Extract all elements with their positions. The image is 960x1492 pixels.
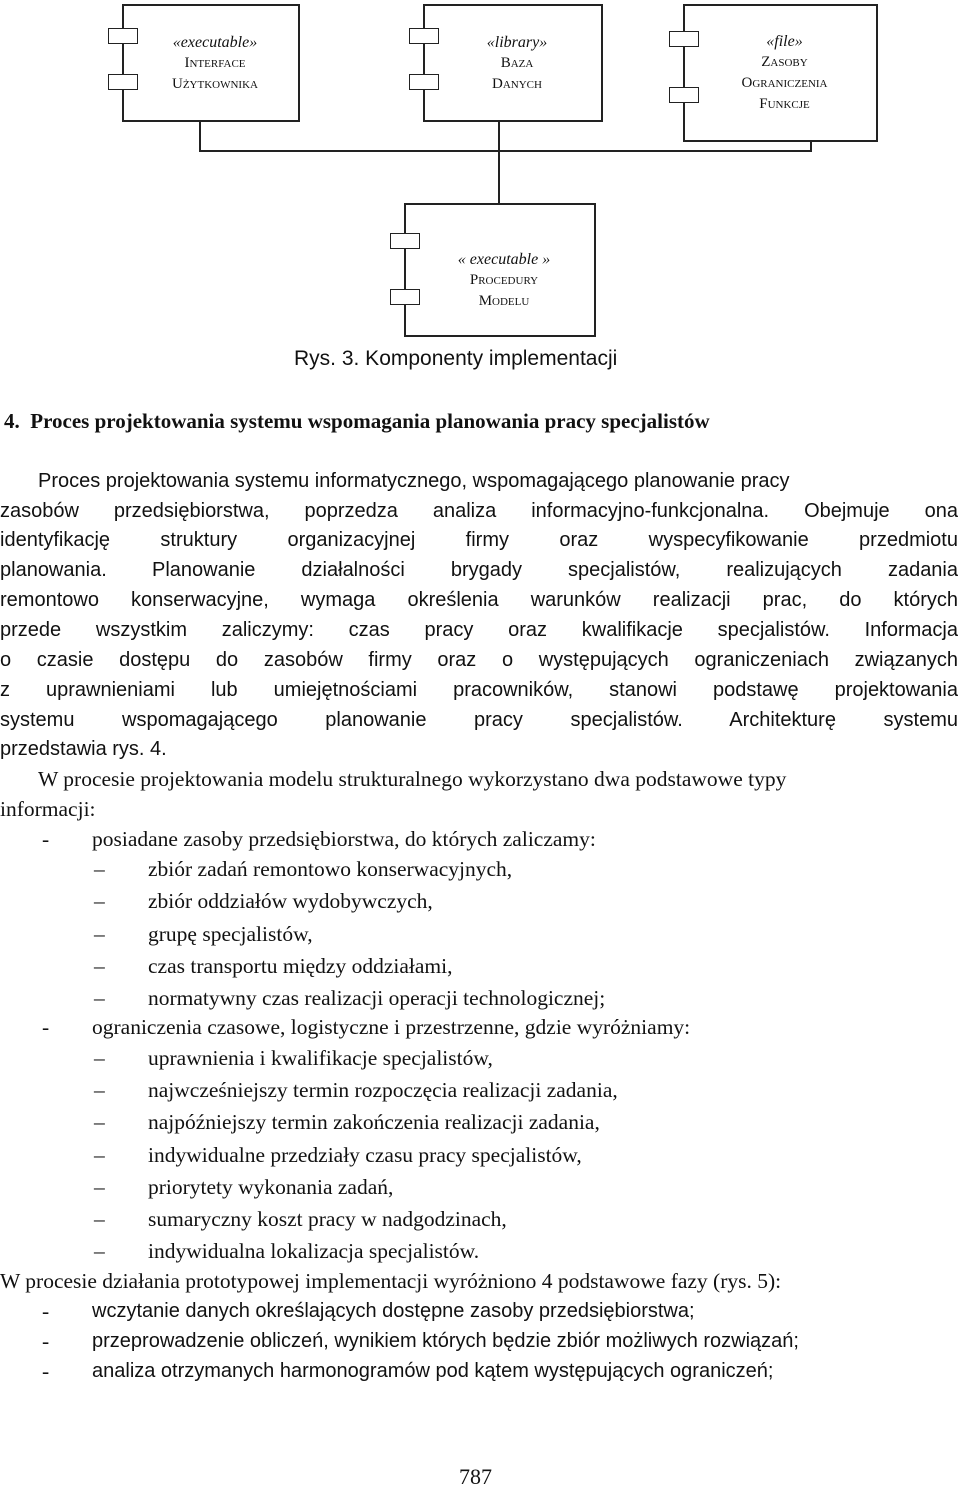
component-stereotype: «library» (486, 33, 548, 51)
list-subitem: normatywny czas realizacji operacji technologicznej; (148, 986, 606, 1010)
component-port-icon (409, 28, 439, 44)
list-dash: - (42, 1329, 50, 1353)
figure-caption: Rys. 3. Komponenty implementacji (294, 347, 618, 370)
paragraph-line: W procesie projektowania modelu strukturalnego wykorzystano dwa podstawowe typy (38, 767, 787, 791)
component-port-icon (390, 289, 420, 305)
list-dash: - (42, 1015, 50, 1039)
list-item: przeprowadzenie obliczeń, wynikiem których będzie zbiór możliwych rozwiązań; (92, 1330, 799, 1352)
component-name: Procedury (469, 271, 539, 288)
list-subitem: uprawnienia i kwalifikacje specjalistów, (148, 1046, 493, 1070)
component-name: Zasoby (761, 54, 808, 70)
component-name: Modelu (478, 292, 530, 309)
component-name: Ograniczenia (741, 75, 828, 91)
paragraph-line: przedstawia rys. 4. (0, 738, 167, 760)
component-resources (683, 4, 878, 142)
paragraph-line: identyfikację struktury organizacyjnej firmy oraz wyspecyfikowanie przedmiotu (0, 529, 958, 551)
list-dash: – (94, 1175, 105, 1199)
list-subitem: czas transportu między oddziałami, (148, 954, 453, 978)
connector-line (199, 121, 201, 151)
list-item: wczytanie danych określających dostępne zasoby przedsiębiorstwa; (92, 1300, 695, 1322)
list-item: posiadane zasoby przedsiębiorstwa, do których zaliczamy: (92, 827, 596, 851)
component-stereotype: «file» (766, 33, 803, 50)
list-dash: – (94, 857, 105, 881)
component-name: Interface (184, 54, 246, 71)
component-database (423, 4, 603, 122)
list-subitem: grupę specjalistów, (148, 922, 313, 946)
paragraph-line: przede wszystkim zaliczymy: czas pracy oraz kwalifikacje specjalistów. Informacja (0, 619, 958, 641)
list-dash: – (94, 986, 105, 1010)
component-name: Użytkownika (172, 75, 258, 92)
component-port-icon (108, 74, 138, 90)
component-port-icon (409, 74, 439, 90)
list-subitem: najpóźniejszy termin zakończenia realizacji zadania, (148, 1110, 600, 1134)
list-dash: – (94, 1110, 105, 1134)
paragraph-line: z uprawnieniami lub umiejętnościami pracowników, stanowi podstawę projektowania (0, 679, 958, 701)
component-name: Funkcje (759, 96, 810, 112)
list-subitem: sumaryczny koszt pracy w nadgodzinach, (148, 1207, 507, 1231)
component-name: Danych (492, 75, 542, 92)
paragraph-line: remontowo konserwacyjne, wymaga określenia warunków realizacji prac, do których (0, 589, 958, 611)
component-interface (122, 4, 300, 122)
section-heading: 4. Proces projektowania systemu wspomagania planowania pracy specjalistów (4, 409, 710, 433)
list-dash: – (94, 1078, 105, 1102)
list-dash: - (42, 827, 50, 851)
component-port-icon (669, 31, 699, 47)
component-diagram (0, 0, 960, 345)
list-item: ograniczenia czasowe, logistyczne i przestrzenne, gdzie wyróżniamy: (92, 1015, 691, 1039)
component-stereotype: «executable» (172, 33, 258, 51)
list-dash: – (94, 889, 105, 913)
component-port-icon (669, 87, 699, 103)
list-dash: – (94, 1143, 105, 1167)
paragraph-line: W procesie działania prototypowej implementacji wyróżniono 4 podstawowe fazy (rys. 5): (0, 1269, 782, 1293)
list-subitem: najwcześniejszy termin rozpoczęcia realizacji zadania, (148, 1078, 618, 1102)
list-subitem: indywidualna lokalizacja specjalistów. (148, 1239, 480, 1263)
list-dash: – (94, 1239, 105, 1263)
list-dash: - (42, 1359, 50, 1383)
list-subitem: indywidualne przedziały czasu pracy specjalistów, (148, 1143, 582, 1167)
list-dash: – (94, 922, 105, 946)
list-dash: – (94, 954, 105, 978)
component-name: Baza (500, 54, 534, 71)
list-subitem: zbiór zadań remontowo konserwacyjnych, (148, 857, 513, 881)
component-port-icon (390, 233, 420, 249)
list-dash: – (94, 1046, 105, 1070)
paragraph-line: Proces projektowania systemu informatycznego, wspomagającego planowanie pracy (38, 470, 790, 492)
paragraph-line: Planowanie działalności brygady specjalistów, realizujących zadania (152, 559, 958, 581)
connector-line (498, 121, 500, 203)
component-procedures (404, 203, 596, 337)
paragraph-line: o czasie dostępu do zasobów firmy oraz o występujących ograniczeniach związanych (0, 649, 958, 671)
paragraph-line: systemu wspomagającego planowanie pracy specjalistów. Architekturę systemu (0, 709, 958, 731)
paragraph-line: zasobów przedsiębiorstwa, poprzedza analiza informacyjno-funkcjonalna. Obejmuje ona (0, 500, 958, 522)
paragraph-line: informacji: (0, 797, 96, 821)
paragraph-line: planowania. (0, 559, 107, 581)
page-number: 787 (459, 1464, 492, 1489)
list-subitem: zbiór oddziałów wydobywczych, (148, 889, 433, 913)
list-dash: - (42, 1299, 50, 1323)
component-port-icon (108, 28, 138, 44)
connector-line (199, 150, 812, 152)
list-subitem: priorytety wykonania zadań, (148, 1175, 394, 1199)
list-item: analiza otrzymanych harmonogramów pod kątem występujących ograniczeń; (92, 1360, 774, 1382)
component-stereotype: « executable » (457, 250, 551, 268)
list-dash: – (94, 1207, 105, 1231)
